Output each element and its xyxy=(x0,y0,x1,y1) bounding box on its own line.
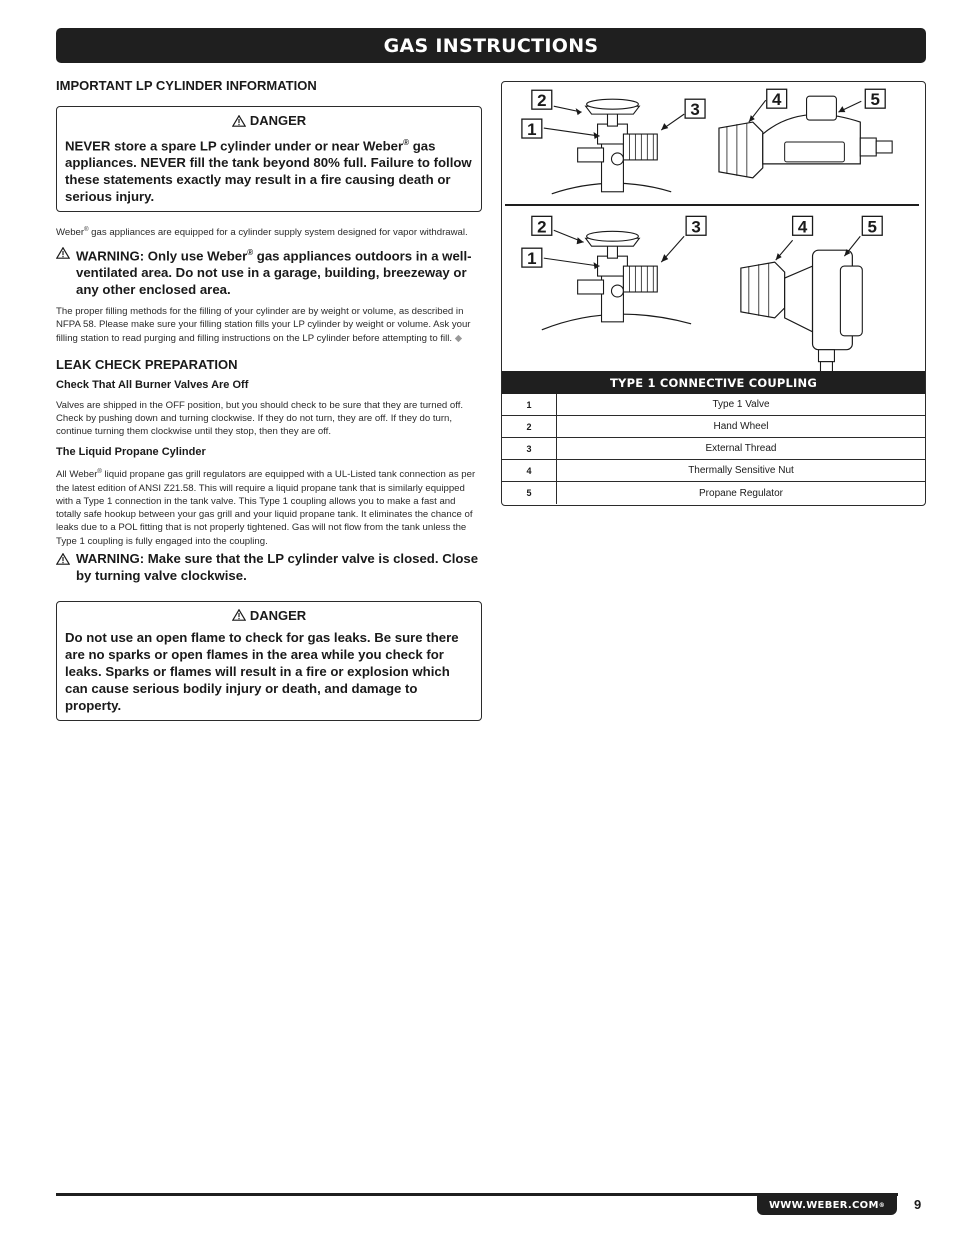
part-name: Propane Regulator xyxy=(699,487,783,499)
part-name: Type 1 Valve xyxy=(712,399,770,410)
callout-5: 5 xyxy=(870,90,880,110)
callout-3: 3 xyxy=(690,100,700,120)
page-title: GAS INSTRUCTIONS xyxy=(383,34,599,57)
callout-1: 1 xyxy=(527,120,537,140)
warning-cylinder-valve: WARNING: Make sure that the LP cylinder valve is closed. Close by turning valve clockwise. xyxy=(56,550,482,584)
vapor-withdrawal-paragraph: Weber® gas appliances are equipped for a cylinder supply system designed for vapor withdrawal. xyxy=(56,227,468,239)
callout-4: 4 xyxy=(797,217,808,237)
liquid-propane-subheading: The Liquid Propane Cylinder xyxy=(56,446,206,459)
callout-2: 2 xyxy=(537,217,547,237)
burner-valves-paragraph: Valves are shipped in the OFF position, but you should check to be sure that they are turned off. Check by pushing down and turning clockwise. If they do not turn, they are off. If they do turn, continue turning them clockwise until they stop, then they are off. xyxy=(56,399,464,438)
parts-table-title: TYPE 1 CONNECTIVE COUPLING xyxy=(502,371,925,394)
liquid-propane-paragraph: All Weber® liquid propane gas grill regulators are equipped with a UL-Listed tank connection as per the latest edition of ANSI Z21.58. This will require a liquid propane tank that is similarly equipped with a Type 1 connection in the tank valve. This Type 1 coupling allows you to make a fast and totally safe hookup between your gas grill and your liquid propane tank. It eliminates the chance of leaks due to a POL fitting that is not properly tightened. Gas will not flow from the tank unless the Type 1 coupling is fully engaged into the coupling. xyxy=(56,469,476,547)
table-row xyxy=(502,394,925,416)
callout-3: 3 xyxy=(691,217,701,237)
part-number: 5 xyxy=(502,482,557,504)
callout-1: 1 xyxy=(527,249,537,269)
part-name: Hand Wheel xyxy=(713,421,769,432)
part-number: 2 xyxy=(502,416,557,437)
table-row xyxy=(502,482,925,504)
danger-text: Do not use an open flame to check for gas leaks. Be sure there are no sparks or open flames in the area while you check for leaks. Sparks or flames will result in a fire or explosion which can cause serious bodily injury or death, and damage to property. xyxy=(65,629,459,713)
table-row xyxy=(502,460,925,482)
part-number: 1 xyxy=(502,394,557,415)
callout-2: 2 xyxy=(537,91,547,111)
leak-check-heading: LEAK CHECK PREPARATION xyxy=(56,356,238,372)
left-column xyxy=(56,78,482,721)
warning-outdoor-use: WARNING: Only use Weber® gas appliances outdoors in a well-ventilated area. Do not use in a garage, building, breezeway or any other enclosed area. xyxy=(56,244,482,298)
warning-triangle-icon xyxy=(56,247,70,259)
part-name: External Thread xyxy=(705,443,777,454)
page-header xyxy=(56,28,926,63)
warning-triangle-icon xyxy=(56,553,70,565)
table-row xyxy=(502,416,925,438)
table-row xyxy=(502,438,925,460)
parts-table xyxy=(502,394,925,504)
danger-text: NEVER store a spare LP cylinder under or near Weber® gas appliances. NEVER fill the tank beyond 80% full. Failure to follow these statements exactly may result in a fire causing death or serious injury. xyxy=(65,138,472,205)
part-name: Thermally Sensitive Nut xyxy=(688,465,794,476)
coupling-illustration-horizontal xyxy=(502,82,925,204)
part-number: 3 xyxy=(502,438,557,459)
danger-box-open-flame xyxy=(56,601,482,721)
page-number: 9 xyxy=(914,1197,922,1212)
coupling-illustration-vertical xyxy=(502,206,925,371)
warning-triangle-icon xyxy=(232,115,246,127)
part-number: 4 xyxy=(502,460,557,481)
lp-cylinder-heading: IMPORTANT LP CYLINDER INFORMATION xyxy=(56,78,317,93)
danger-label: DANGER xyxy=(249,113,307,128)
burner-valves-subheading: Check That All Burner Valves Are Off xyxy=(56,378,249,391)
callout-5: 5 xyxy=(867,217,877,237)
warning-triangle-icon xyxy=(232,609,246,621)
danger-label: DANGER xyxy=(249,607,307,623)
danger-box-storage xyxy=(56,106,482,212)
coupling-figure-panel xyxy=(501,81,926,506)
footer-url[interactable]: WWW.WEBER.COM ® xyxy=(757,1195,897,1215)
callout-4: 4 xyxy=(771,90,782,110)
filling-methods-paragraph: The proper filling methods for the filling of your cylinder are by weight or volume, as described in NFPA 58. Please make sure your filling station fills your LP cylinder by weight or volume. Ask your filling station to read purging and filling instructions on the LP cylinder before attempting to fill. ◆ xyxy=(56,306,471,344)
